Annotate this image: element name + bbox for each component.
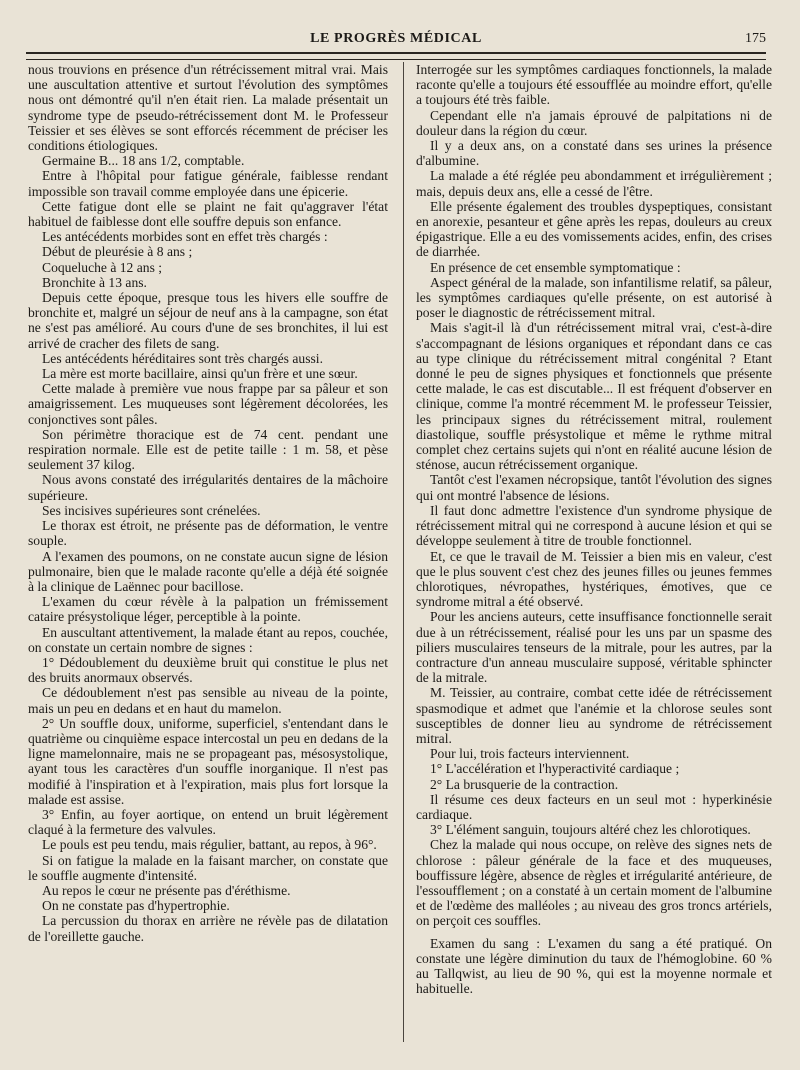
paragraph: 1° Dédoublement du deuxième bruit qui constitue le plus net des bruits anormaux observés. <box>28 654 388 686</box>
paragraph: Pour lui, trois facteurs interviennent. <box>430 746 630 762</box>
journal-title: LE PROGRÈS MÉDICAL <box>310 31 482 46</box>
paragraph: Si on fatigue la malade en la faisant marcher, on constate que le souffle augmente d'intensité. <box>28 852 388 883</box>
paragraph: 1° L'accélération et l'hyperactivité cardiaque ; <box>430 761 680 777</box>
paragraph: A l'examen des poumons, on ne constate aucun signe de lésion pulmonaire, bien que le malade raconte qu'elle a déjà été soignée à la clinique de Laënnec pour bacillose. <box>28 548 388 594</box>
paragraph: Cette malade à première vue nous frappe par sa pâleur et son amaigrissement. Les muqueuses sont légèrement décolorées, les conjonctives sont pâles. <box>28 381 388 427</box>
paragraph: En présence de cet ensemble symptomatique : <box>430 259 681 275</box>
paragraph: Examen du sang : L'examen du sang a été pratiqué. On constate une légère diminution du taux de l'hémoglobine. 60 % au Tallqwist, au lieu de 90 %, qui est la moyenne normale et habituelle. <box>416 935 772 997</box>
paragraph: nous trouvions en présence d'un rétrécissement mitral vrai. Mais une auscultation attentive et surtout l'évolution des symptômes nous ont démontré qu'il n'en était rien. La malade présentait un syndrome type de pseudo-rétrécissement dont M. le Professeur Teissier et ses élèves se sont efforcés récemment de préciser les conditions étiologiques. <box>28 62 388 154</box>
paragraph: Interrogée sur les symptômes cardiaques fonctionnels, la malade raconte qu'elle a toujours été essoufflée au moindre effort, qu'elle a toujours été très faible. <box>416 62 772 108</box>
paragraph: 2° Un souffle doux, uniforme, superficiel, s'entendant dans le quatrième ou cinquième espace intercostal un peu en dedans de la ligne mamelonnaire, mais ne se propageant pas, mésosystolique, ayant tous les caractères d'un souffle inorganique. Il n'est pas modifié à l'inspiration et à l'expiration, mais plus fort lorsque la malade est assise. <box>28 715 388 807</box>
paragraph: Son périmètre thoracique est de 74 cent. pendant une respiration normale. Elle est de petite taille : 1 m. 58, et pèse seulement 37 kilog. <box>28 426 388 473</box>
list-item: Coqueluche à 12 ans ; <box>42 259 163 275</box>
list-item: Début de pleurésie à 8 ans ; <box>42 244 193 260</box>
paragraph: Il y a deux ans, on a constaté dans ses urines la présence d'albumine. <box>416 138 772 169</box>
paragraph: Les antécédents morbides sont en effet très chargés : <box>42 229 328 245</box>
paragraph: Germaine B... 18 ans 1/2, comptable. <box>42 153 245 169</box>
header-rule <box>26 52 766 60</box>
left-column <box>28 62 388 944</box>
paragraph: Nous avons constaté des irrégularités dentaires de la mâchoire supérieure. <box>28 472 388 503</box>
paragraph: On ne constate pas d'hypertrophie. <box>42 898 230 914</box>
paragraph: Ce dédoublement n'est pas sensible au niveau de la pointe, mais un peu en dedans et en haut du mamelon. <box>28 685 388 716</box>
paragraph: Cette fatigue dont elle se plaint ne fait qu'aggraver l'état habituel de faiblesse dont elle souffre depuis son enfance. <box>28 198 388 230</box>
paragraph: La mère est morte bacillaire, ainsi qu'un frère et une sœur. <box>42 366 358 382</box>
paragraph: Pour les anciens auteurs, cette insuffisance fonctionnelle serait due à un rétrécissement, réalisé pour les uns par un spasme des piliers musculaires tenseurs de la mitrale, pour les autres, par la contracture d'un anneau musculaire supposé, véritable sphincter de la mitrale. <box>416 609 772 686</box>
paragraph: Cependant elle n'a jamais éprouvé de palpitations ni de douleur dans la région du cœur. <box>416 107 772 138</box>
paragraph: Le pouls est peu tendu, mais régulier, battant, au repos, à 96°. <box>42 837 377 853</box>
paragraph: Elle présente également des troubles dyspeptiques, consistant en anorexie, pesanteur et gêne après les repas, douleurs au creux épigastrique. Elle a eu des vomissements acides, enfin, des crises de diarrhée. <box>416 198 772 260</box>
paragraph: En auscultant attentivement, la malade étant au repos, couchée, on constate un certain nombre de signes : <box>28 624 388 655</box>
paragraph: Il faut donc admettre l'existence d'un syndrome physique de rétrécissement mitral qui ne correspond à aucune lésion et qui se développe seulement à titre de trouble fonctionnel. <box>416 502 772 549</box>
paragraph: L'examen du cœur révèle à la palpation un frémissement cataire présystolique léger, perceptible à la pointe. <box>28 594 388 625</box>
paragraph: Il résume ces deux facteurs en un seul mot : hyperkinésie cardiaque. <box>416 791 772 822</box>
paragraph: La malade a été réglée peu abondamment et irrégulièrement ; mais, depuis deux ans, elle a cessé de l'être. <box>416 168 772 199</box>
column-divider <box>403 62 404 1042</box>
list-item: Bronchite à 13 ans. <box>42 274 147 290</box>
right-column <box>416 62 772 996</box>
paragraph: Tantôt c'est l'examen nécropsique, tantôt l'évolution des signes qui ont montré l'absence de lésions. <box>416 472 772 503</box>
page-number: 175 <box>745 31 766 46</box>
paragraph: 3° Enfin, au foyer aortique, on entend un bruit légèrement claqué à la fermeture des valvules. <box>28 806 388 838</box>
paragraph: Entre à l'hôpital pour fatigue générale, faiblesse rendant impossible son travail comme employée dans une épicerie. <box>28 168 388 199</box>
paragraph: Les antécédents héréditaires sont très chargés aussi. <box>42 350 323 366</box>
paragraph: 2° La brusquerie de la contraction. <box>430 776 619 792</box>
paragraph: Mais s'agit-il là d'un rétrécissement mitral vrai, c'est-à-dire s'accompagnant de lésions organiques et répondant dans ce cas au type clinique du rétrécissement mitral congénital ? Etant donné le peu de signes physiques et fonctionnels que présente cette malade, le cas est discutable... Il est fréquent d'observer en clinique, comme l'a montré récemment M. le professeur Teissier, les principaux signes du rétrécissement mitral, roulement diastolique, souffle présystolique et même le rythme mitral complet chez certains sujets qui n'ont en réalité aucune lésion de sténose, aucun rétrécissement organique. <box>416 320 772 473</box>
paragraph: Depuis cette époque, presque tous les hivers elle souffre de bronchite et, malgré un séjour de neuf ans à la campagne, son état ne s'est pas amélioré. Au cours d'une de ses bronchites, il lui est arrivé de cracher des filets de sang. <box>28 290 388 351</box>
paragraph: Le thorax est étroit, ne présente pas de déformation, le ventre souple. <box>28 518 388 549</box>
paragraph: M. Teissier, au contraire, combat cette idée de rétrécissement spasmodique et admet que l'anémie et la chlorose seules sont susceptibles de donner lieu au syndrome de rétrécissement mitral. <box>416 685 772 746</box>
paragraph: Et, ce que le travail de M. Teissier a bien mis en valeur, c'est que le plus souvent c'est chez des jeunes filles ou jeunes femmes chlorotiques, névropathes, hystériques, émotives, que ce syndrome mitral a été observé. <box>416 548 772 610</box>
paragraph: Chez la malade qui nous occupe, on relève des signes nets de chlorose : pâleur générale de la face et des muqueuses, bouffissure légère, absence de règles et irrégularité antérieure, de l'essoufflement ; on a constaté à un certain moment de l'albumine et de l'œdème des malléoles ; au niveau des gros troncs artériels, on perçoit ces souffles. <box>416 837 772 929</box>
paragraph: Ses incisives supérieures sont crénelées. <box>42 502 261 518</box>
paragraph: La percussion du thorax en arrière ne révèle pas de dilatation de l'oreillette gauche. <box>28 913 388 944</box>
running-header <box>26 26 766 50</box>
paragraph: Aspect général de la malade, son infantilisme relatif, sa pâleur, les symptômes cardiaques qu'elle présente, on est autorisé à poser le diagnostic de rétrécissement mitral. <box>416 274 772 321</box>
paragraph: 3° L'élément sanguin, toujours altéré chez les chlorotiques. <box>430 822 751 838</box>
paragraph: Au repos le cœur ne présente pas d'éréthisme. <box>42 882 291 898</box>
